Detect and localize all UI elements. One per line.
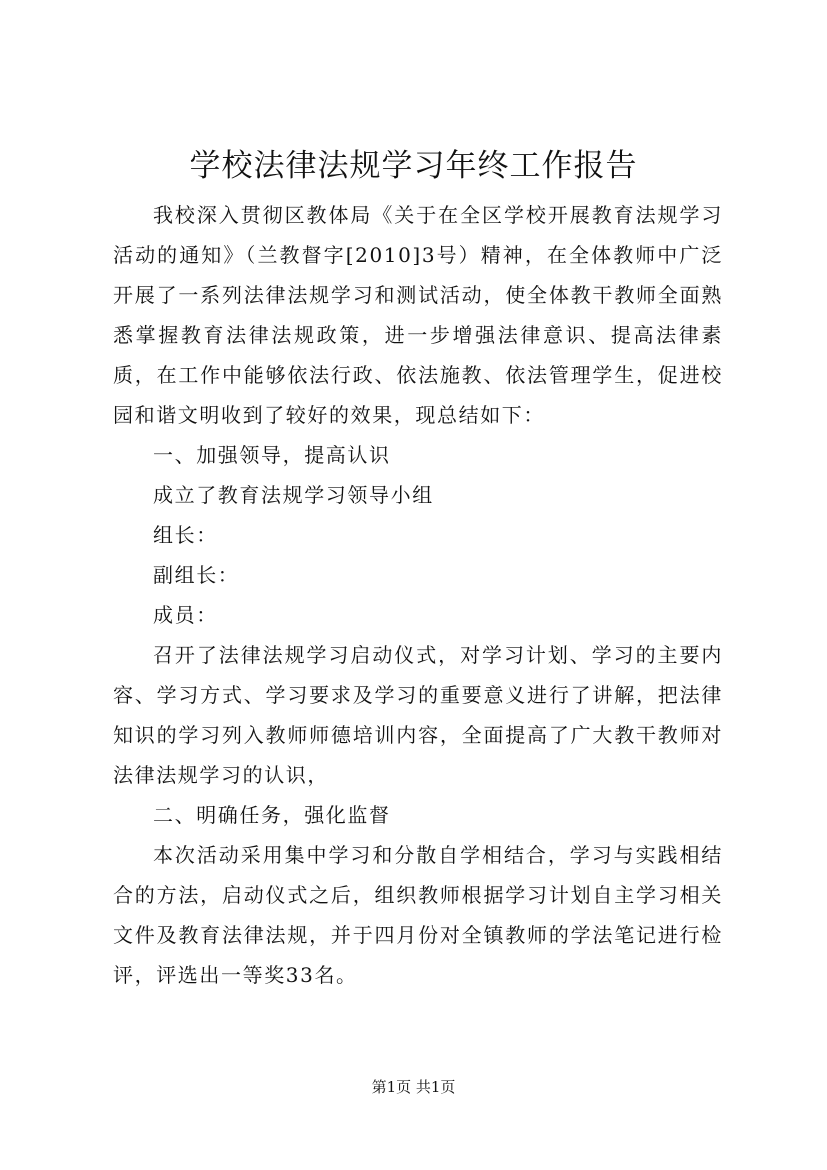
page-footer bbox=[0, 1077, 827, 1097]
paragraph-intro: 我校深入贯彻区教体局《关于在全区学校开展教育法规学习活动的通知》（兰教督字[2010]3号）精神，在全体教师中广泛开展了一系列法律法规学习和测试活动，使全体教干教师全面熟悉掌握教育法律法规政策，进一步增强法律意识、提高法律素质，在工作中能够依法行政、依法施教、依法管理学生，促进校园和谐文明收到了较好的效果，现总结如下： bbox=[113, 203, 723, 427]
section-heading-1: 一、加强领导，提高认识 bbox=[153, 443, 391, 467]
paragraph-launch-ceremony: 召开了法律法规学习启动仪式，对学习计划、学习的主要内容、学习方式、学习要求及学习的重要意义进行了讲解，把法律知识的学习列入教师师德培训内容，全面提高了广大教干教师对法律法规学习的认识， bbox=[113, 643, 723, 787]
page-number: 第1页 共1页 bbox=[371, 1078, 456, 1096]
document-title: 学校法律法规学习年终工作报告 bbox=[189, 148, 638, 184]
paragraph-members: 成员： bbox=[153, 603, 218, 627]
paragraph-activity-method: 本次活动采用集中学习和分散自学相结合，学习与实践相结合的方法，启动仪式之后，组织教师根据学习计划自主学习相关文件及教育法律法规，并于四月份对全镇教师的学法笔记进行检评，评选出一等奖33名。 bbox=[113, 843, 723, 987]
paragraph-leading-group: 成立了教育法规学习领导小组 bbox=[153, 483, 434, 507]
paragraph-group-leader: 组长： bbox=[153, 523, 218, 547]
document-body bbox=[113, 195, 723, 995]
section-heading-2: 二、明确任务，强化监督 bbox=[153, 803, 391, 827]
paragraph-deputy-leader: 副组长： bbox=[153, 563, 240, 587]
